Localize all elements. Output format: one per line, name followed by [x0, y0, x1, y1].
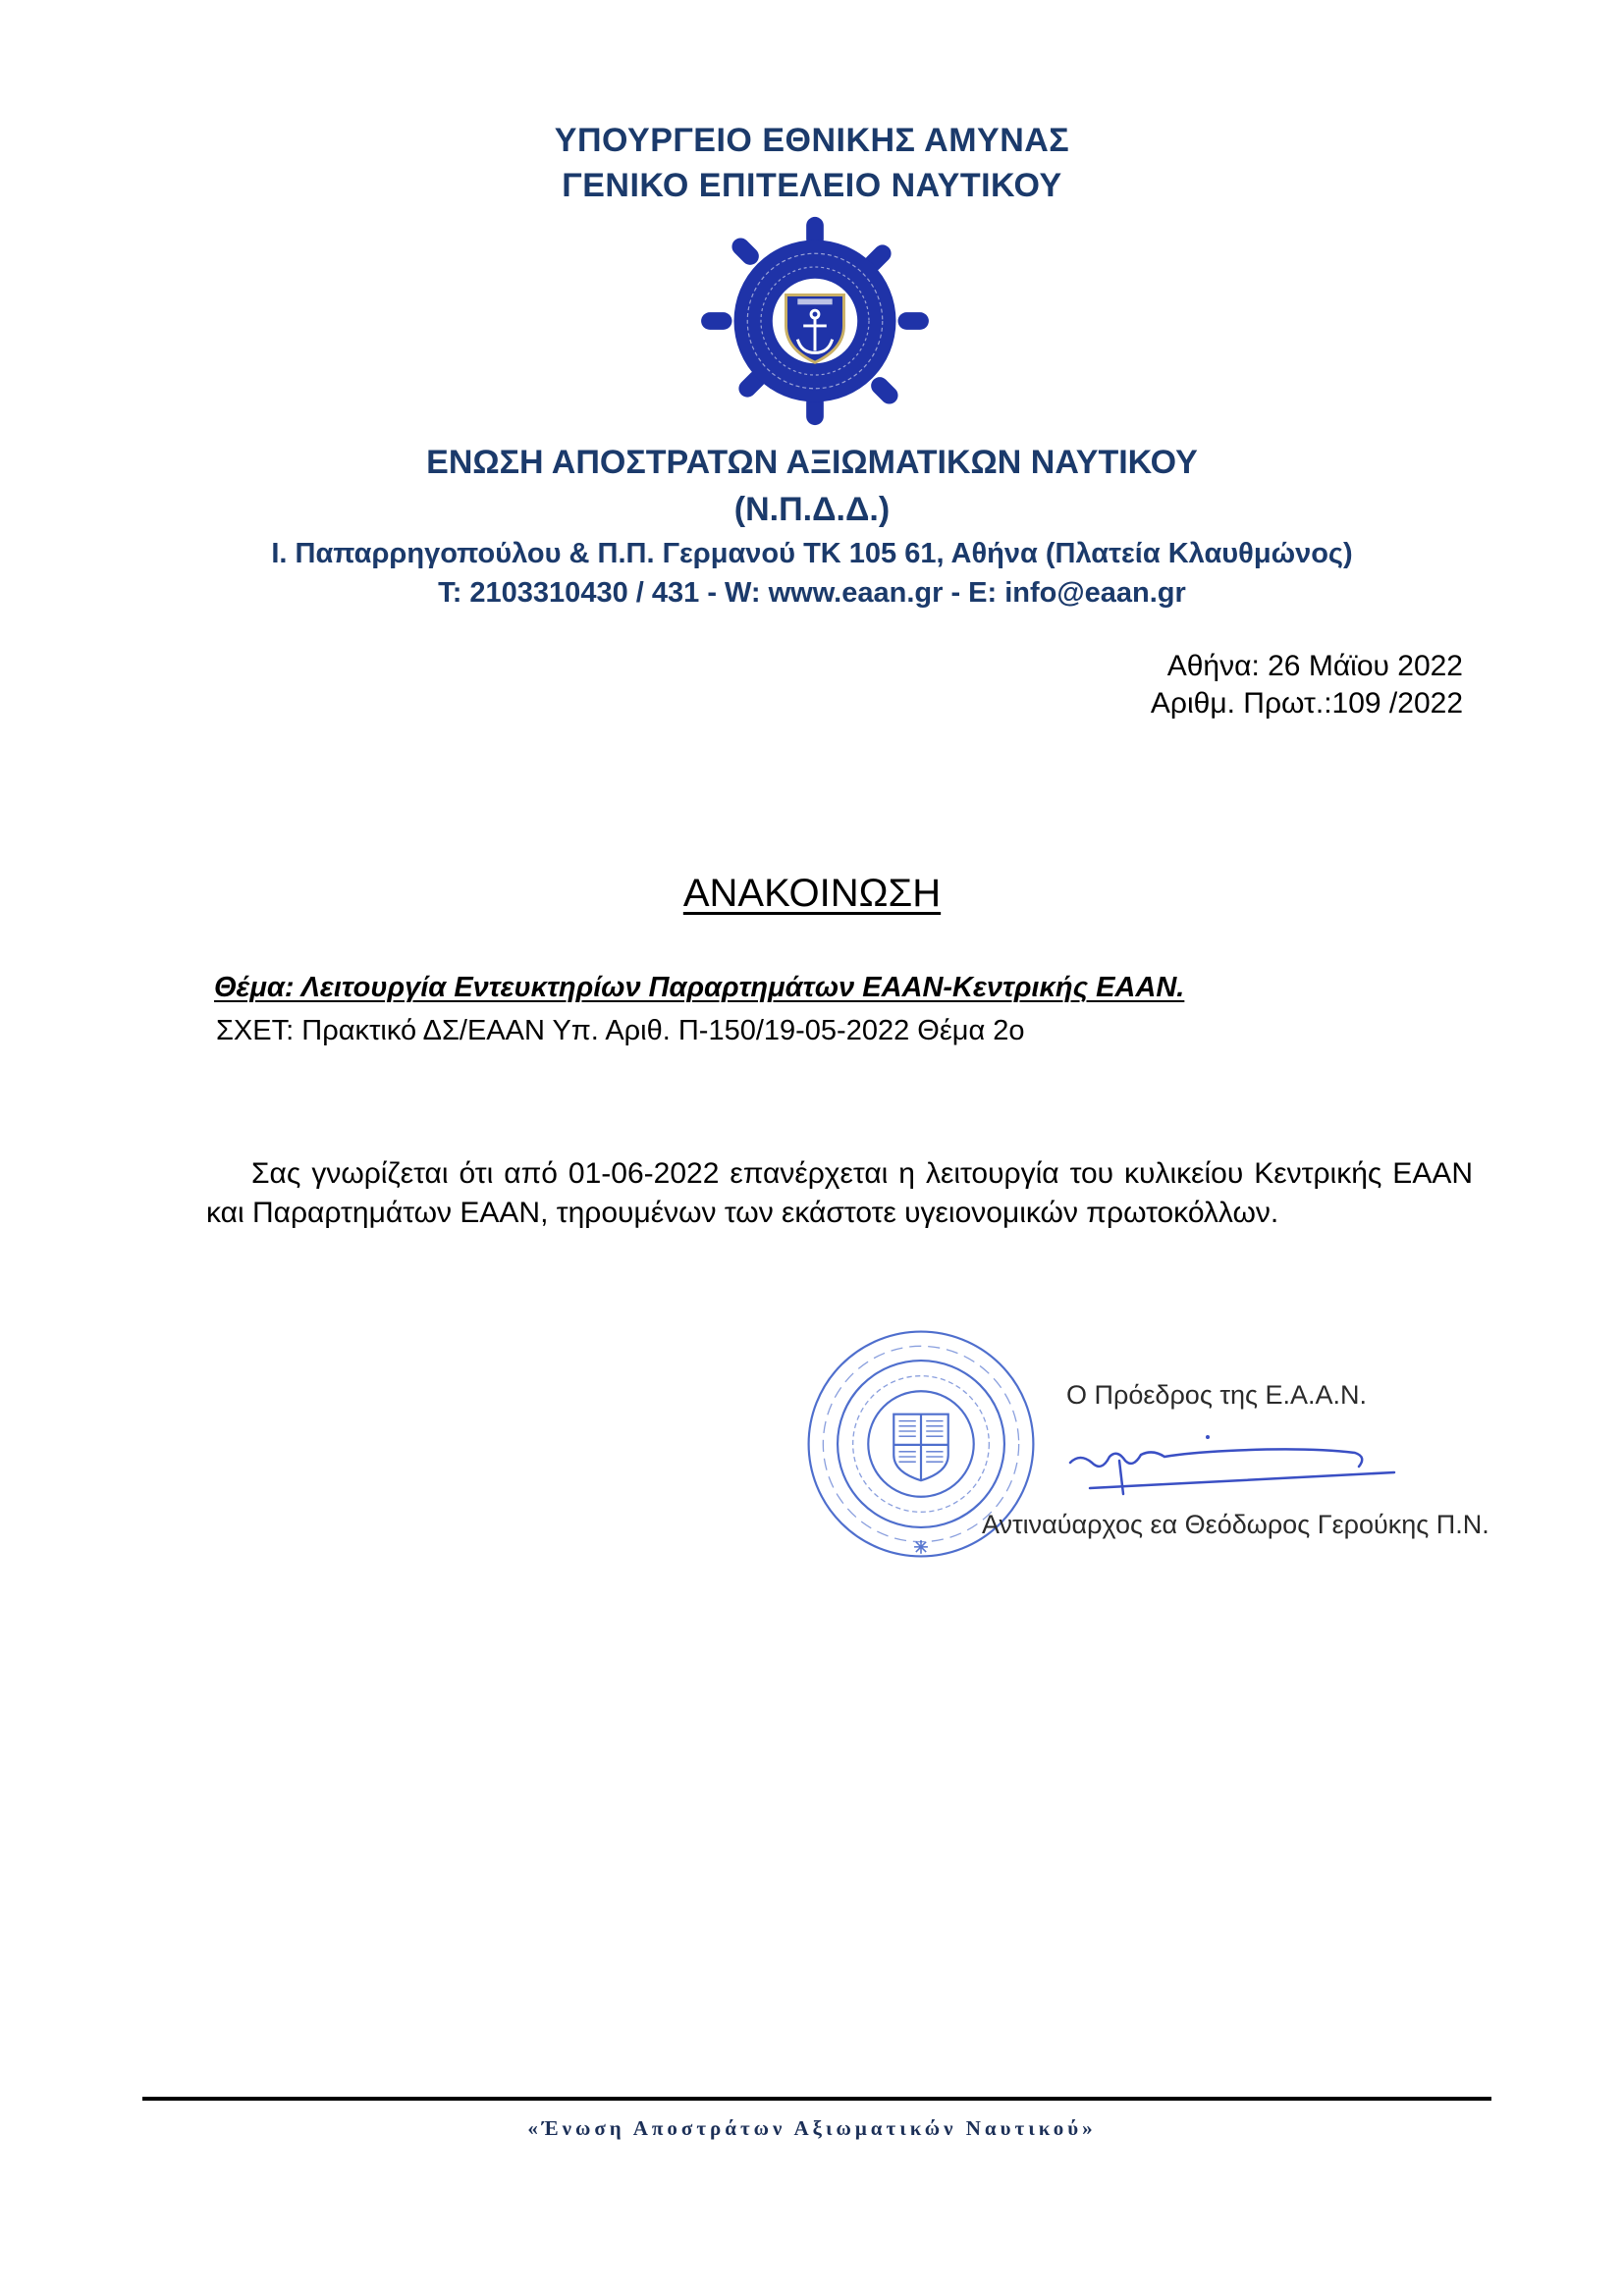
header-naval-staff: ΓΕΝΙΚΟ ΕΠΙΤΕΛΕΙΟ ΝΑΥΤΙΚΟΥ	[562, 167, 1062, 204]
organization-name: ΕΝΩΣΗ ΑΠΟΣΤΡΑΤΩΝ ΑΞΙΩΜΑΤΙΚΩΝ ΝΑΥΤΙΚΟΥ	[426, 444, 1198, 481]
organization-address: Ι. Παπαρρηγοπούλου & Π.Π. Γερμανού ΤΚ 105 61, Αθήνα (Πλατεία Κλαυθμώνος)	[271, 538, 1353, 569]
organization-type: (Ν.Π.Δ.Δ.)	[733, 491, 891, 528]
document-title-wrap	[0, 872, 1624, 916]
protocol-number: Αριθμ. Πρωτ.:109 /2022	[1150, 687, 1463, 720]
ship-wheel-logo-icon	[695, 212, 935, 430]
document-title: ΑΝΑΚΟΙΝΩΣΗ	[682, 872, 942, 915]
footer-text: «Ένωση Αποστράτων Αξιωματικών Ναυτικού»	[527, 2116, 1097, 2140]
handwritten-signature-icon	[1060, 1423, 1453, 1502]
document-body: Σας γνωρίζεται ότι από 01-06-2022 επανέρχεται η λειτουργία του κυλικείου Κεντρικής ΕΑΑΝ και Παραρτημάτων ΕΑΑΝ, τηρουμένων των εκάστοτε υγειονομικών πρωτοκόλλων.	[206, 1157, 1473, 1229]
document-subject: Θέμα: Λειτουργία Εντευκτηρίων Παραρτημάτων ΕΑΑΝ-Κεντρικής ΕΑΑΝ.	[214, 972, 1185, 1003]
organization-contact: Τ: 2103310430 / 431 - W: www.eaan.gr - E: info@eaan.gr	[438, 577, 1186, 609]
footer-divider	[142, 2097, 1491, 2101]
document-date: Αθήνα: 26 Μάϊου 2022	[1166, 650, 1463, 682]
date-protocol-block	[1151, 648, 1463, 722]
signatory-name: Αντιναύαρχος εα Θεόδωρος Γερούκης Π.Ν.	[982, 1510, 1489, 1539]
signatory-title: Ο Πρόεδρος της Ε.Α.Α.Ν.	[1066, 1380, 1368, 1410]
header-ministry: ΥΠΟΥΡΓΕΙΟ ΕΘΝΙΚΗΣ ΑΜΥΝΑΣ	[554, 122, 1070, 159]
stamp-star-icon	[914, 1540, 928, 1554]
document-reference: ΣΧΕΤ: Πρακτικό ΔΣ/ΕΑΑΝ Υπ. Αριθ. Π-150/19-05-2022 Θέμα 2ο	[216, 1015, 1025, 1046]
logo-shield-label-mark	[797, 298, 832, 304]
